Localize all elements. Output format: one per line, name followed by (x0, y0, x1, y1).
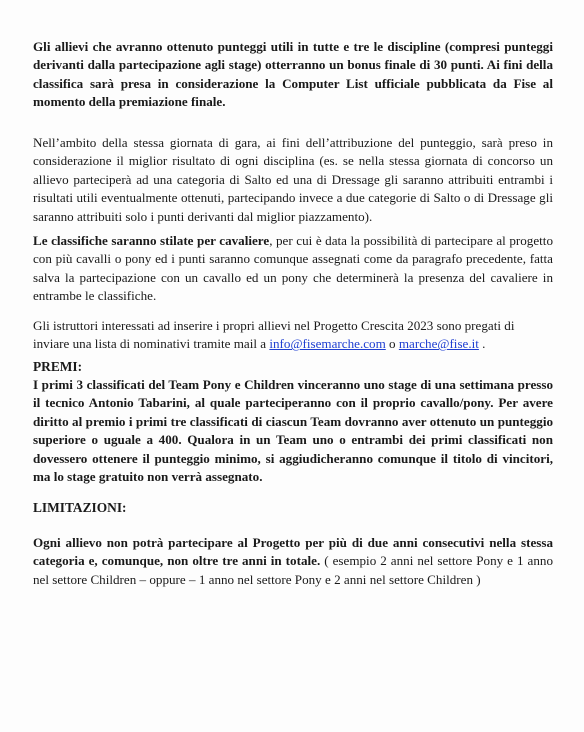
limitazioni-paragraph (33, 534, 553, 589)
limitazioni-heading: LIMITAZIONI: (33, 500, 127, 515)
premi-paragraph: I primi 3 classificati del Team Pony e Children vinceranno uno stage di una settimana presso il tecnico Antonio Tabarini, al quale parteciperanno con il proprio cavallo/pony. Per avere diritto al premio i primi tre classificati di ciascun Team dovranno aver ottenuto un punteggio superiore o uguale a 400. Qualora in un Team uno o entrambi dei primi classificati non dovessero ottenere il punteggio minimo, si aggiudicheranno comunque il titolo di vincitori, ma lo stage gratuito non verrà assegnato. (33, 377, 553, 485)
intro-paragraph: Gli allievi che avranno ottenuto punteggi utili in tutte e tre le discipline (compresi punteggi derivanti dalla partecipazione agli stage) otterranno un bonus finale di 30 punti. Ai fini della classifica sarà presa in considerazione la Computer List ufficiale pubblicata da Fise al momento della premiazione finale. (33, 39, 553, 110)
rankings-bold-text: Le classifiche saranno stilate per cavaliere (33, 233, 270, 248)
email-link-marche-fise[interactable]: marche@fise.it (398, 336, 479, 352)
instructors-or-text: o (385, 336, 399, 352)
instructors-end-text: . (478, 336, 486, 352)
limitazioni-rest-text: ( esempio 2 anni nel settore Pony e 1 anno nel settore Children – oppure – 1 anno nel settore Pony e 2 anni nel settore Children ) (33, 553, 554, 587)
rankings-paragraph (33, 232, 553, 306)
limitazioni-bold-text: Ogni allievo non potrà partecipare al Progetto per più di due anni consecutivi nella stessa categoria e, comunque, non oltre tre anni in totale. (33, 535, 553, 569)
same-day-paragraph: Nell’ambito della stessa giornata di gara, ai fini dell’attribuzione del punteggio, sarà preso in considerazione il miglior risultato di ogni disciplina (es. se nella stessa giornata di concorso un allievo parteciperà ad una categoria di Salto ed una di Dressage gli saranno attribuiti entrambi i risultati utili eventualmente ottenuti, partecipando invece a due categorie di Salto o di Dressage gli saranno attribuiti solo i punti derivanti dal miglior piazzamento). (33, 135, 553, 224)
premi-heading: PREMI: (33, 359, 83, 374)
instructors-text: Gli istruttori interessati ad inserire i propri allievi nel Progetto Crescita 2023 sono pregati di inviare una lista di nominativi tramite mail a (33, 318, 515, 352)
instructors-paragraph (33, 317, 553, 354)
rankings-rest-text: , per cui è data la possibilità di partecipare al progetto con più cavalli o pony ed i punti saranno comunque assegnati come da paragrafo precedente, fatta salva la partecipazione con un cavallo ed un pony che determinerà la presenza del cavaliere in entrambe le classifiche. (33, 233, 553, 304)
email-link-fisemarche[interactable]: info@fisemarche.com (269, 336, 386, 352)
